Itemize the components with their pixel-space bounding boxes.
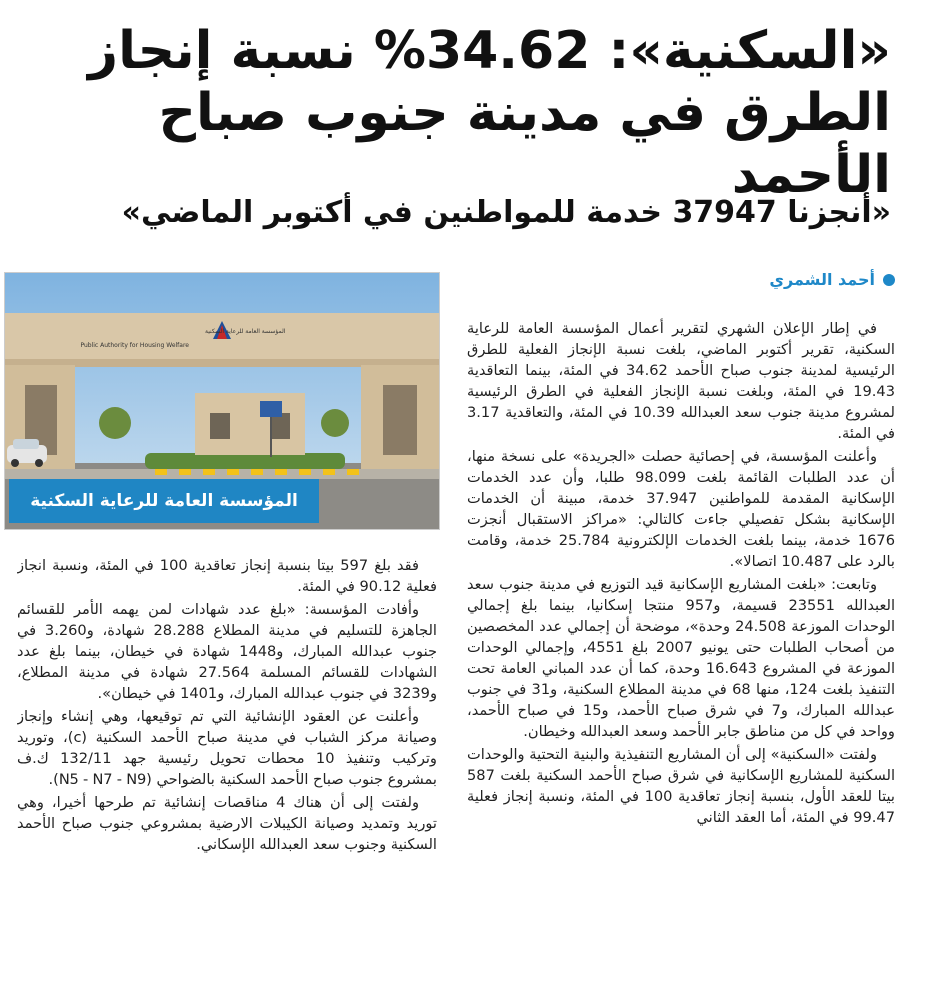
article-subheadline: «أنجزنا 37947 خدمة للمواطنين في أكتوبر الماضي» (121, 195, 891, 230)
bullet-dot-icon (883, 274, 895, 286)
article-photo (4, 272, 440, 530)
paragraph: وأعلنت عن العقود الإنشائية التي تم توقيعها، وهي إنشاء وإنجاز وصيانة مركز الشباب في مدينة صباح الأحمد السكنية (c)، وتوريد وتركيب وتنفيذ 10 محطات تحويل رئيسية جهد 132/11 ك.ف بمشروع جنوب صباح الأحمد السكنية بالضواحي (N5 - N7 - N9). (17, 708, 437, 788)
photo-caption: المؤسسة العامة للرعاية السكنية (9, 479, 319, 523)
sign-text-ar: المؤسسة العامة للرعاية السكنية (205, 328, 286, 335)
paragraph: وأفادت المؤسسة: «بلغ عدد شهادات لمن يهمه الأمر للقسائم الجاهزة للتسليم في مدينة المطلاع 28.288 شهادة، و3.260 في جنوب عبدالله المبارك، و1448 شهادة في خيطان، بينما بلغ عدد الشهادات للقسائم المسلمة 27.564 شهادة في مدينة المطلاع، و3239 في جنوب عبدالله المبارك، و1401 في خيطان». (17, 601, 437, 702)
author-name: أحمد الشمري (769, 270, 875, 289)
paragraph: وأعلنت المؤسسة، في إحصائية حصلت «الجريدة» على نسخة منها، أن عدد الطلبات القائمة بلغت 98.099 طلبا، وأن عدد الخدمات الإسكانية المقدمة للمواطنين 37.947 خدمة، مبينة أن الخدمات الإسكانية بشكل تفصيلي جاءت كالتالي: «مراكز الاستقبال أنجزت 1676 خدمة، بينما بلغت الخدمات الإلكترونية 25.784 خدمة، وقامت بالرد على 10.487 اتصالا». (467, 448, 895, 570)
sign-text-en: Public Authority for Housing Welfare (80, 342, 189, 349)
paragraph: فقد بلغ 597 بيتا بنسبة إنجاز تعاقدية 100 في المئة، ونسبة انجاز فعلية 90.12 في المئة. (17, 557, 437, 595)
article-headline: «السكنية»: 34.62% نسبة إنجاز الطرق في مدينة جنوب صباح الأحمد (88, 21, 891, 205)
article-column-left (17, 555, 437, 975)
paragraph: في إطار الإعلان الشهري لتقرير أعمال المؤسسة العامة للرعاية السكنية، تقرير أكتوبر الماضي، بلغت نسبة الإنجاز الفعلية للطرق الرئيسية لمدينة جنوب صباح الأحمد 34.62 في المئة، بينما التعاقدية 19.43 في المئة، وبلغت نسبة الإنجاز الفعلية في الطرق الرئيسية لمشروع مدينة جنوب سعد العبدالله 10.39 في المئة، والتعاقدية 3.17 في المئة. (467, 320, 895, 442)
byline (465, 270, 895, 289)
paragraph: وتابعت: «بلغت المشاريع الإسكانية قيد التوزيع في مدينة جنوب سعد العبدالله 23551 قسيمة، و957 منتجا إسكانيا، بينما بلغ إجمالي الوحدات الموزعة 24.508 وحدة»، موضحة أن إجمالي عدد المخصصين من أصحاب الطلبات حتى يونيو 2007 بلغ 4551، وإجمالي الوحدات الموزعة في المشروع 16.643 وحدة، كما أن عدد المباني العامة تحت التنفيذ بلغت 124، منها 68 في مدينة المطلاع السكنية، و31 في جنوب عبدالله المبارك، و7 في شرق صباح الأحمد، و15 في صباح الأحمد، وواحد في كل من مناطق جابر الأحمد وسعد العبدالله وخيطان. (467, 576, 895, 740)
paragraph: ولفتت إلى أن هناك 4 مناقصات إنشائية تم طرحها أخيرا، وهي توريد وتمديد وصيانة الكيبلات الارضية بمشروعي جنوب صباح الأحمد السكنية وجنوب سعد العبدالله الإسكاني. (17, 794, 437, 853)
paragraph: ولفتت «السكنية» إلى أن المشاريع التنفيذية والبنية التحتية والوحدات السكنية للمشاريع الإسكانية في شرق صباح الأحمد السكنية بلغت 587 بيتا للعقد الأول، بنسبة إنجاز تعاقدية 100 في المئة، ونسبة إنجاز فعلية 99.47 في المئة، أما العقد الثاني (467, 746, 895, 826)
article-column-right (467, 318, 895, 978)
